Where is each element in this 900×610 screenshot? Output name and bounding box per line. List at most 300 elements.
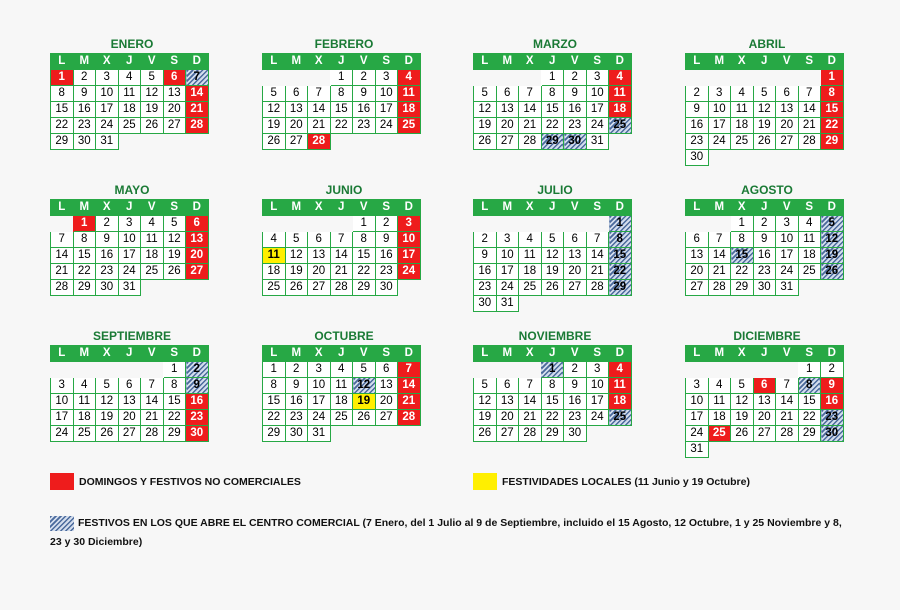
day-cell: 16 <box>96 248 119 264</box>
day-cell: 7 <box>186 70 209 86</box>
day-cell: 20 <box>753 410 776 426</box>
empty-cell <box>541 296 564 312</box>
empty-cell <box>519 70 542 86</box>
day-cell: 10 <box>375 86 398 102</box>
empty-cell <box>798 280 821 296</box>
weekday-header: D <box>186 346 209 362</box>
legend-hatched-label: FESTIVOS EN LOS QUE ABRE EL CENTRO COMERCIAL (7 Enero, del 1 Julio al 9 de Septiembre, incluido el 15 Agosto, 12 Octubre, 1 y 25 Noviembre y 8, 23 y 30 Diciembre) <box>50 517 842 548</box>
day-cell: 14 <box>519 394 542 410</box>
day-cell: 27 <box>753 426 776 442</box>
weekday-header: L <box>51 200 74 216</box>
day-cell: 20 <box>186 248 209 264</box>
weekday-header: X <box>96 346 119 362</box>
empty-cell <box>118 362 141 378</box>
weekday-header: L <box>51 54 74 70</box>
empty-cell <box>496 362 519 378</box>
day-cell: 25 <box>263 280 286 296</box>
day-cell: 7 <box>308 86 331 102</box>
empty-cell <box>375 426 398 442</box>
day-cell: 18 <box>609 102 632 118</box>
day-cell: 14 <box>776 394 799 410</box>
day-cell: 2 <box>186 362 209 378</box>
day-cell: 22 <box>353 264 376 280</box>
day-cell: 15 <box>51 102 74 118</box>
weekday-header: D <box>821 200 844 216</box>
empty-cell <box>163 280 186 296</box>
weekday-header: D <box>186 54 209 70</box>
day-cell: 26 <box>753 134 776 150</box>
weekday-header: M <box>708 54 731 70</box>
day-cell: 8 <box>263 378 286 394</box>
day-cell: 6 <box>308 232 331 248</box>
day-cell: 2 <box>285 362 308 378</box>
day-cell: 21 <box>776 410 799 426</box>
day-cell: 25 <box>609 118 632 134</box>
day-cell: 29 <box>353 280 376 296</box>
weekday-header: J <box>541 54 564 70</box>
day-cell: 19 <box>731 410 754 426</box>
month-title: JULIO <box>537 183 573 197</box>
day-cell: 16 <box>753 248 776 264</box>
day-cell: 22 <box>163 410 186 426</box>
weekday-header: V <box>776 200 799 216</box>
day-cell: 9 <box>186 378 209 394</box>
day-cell: 21 <box>308 118 331 134</box>
day-cell: 31 <box>776 280 799 296</box>
weekday-header: M <box>496 346 519 362</box>
hatched-swatch <box>50 516 74 531</box>
day-cell: 17 <box>496 264 519 280</box>
weekday-header: X <box>308 54 331 70</box>
day-cell: 17 <box>96 102 119 118</box>
empty-cell <box>353 426 376 442</box>
empty-cell <box>263 70 286 86</box>
month-title: SEPTIEMBRE <box>92 329 171 343</box>
day-cell: 8 <box>821 86 844 102</box>
day-cell: 8 <box>353 232 376 248</box>
day-cell: 13 <box>375 378 398 394</box>
day-cell: 17 <box>586 102 609 118</box>
weekday-header: S <box>163 346 186 362</box>
empty-cell <box>163 134 186 150</box>
day-cell: 1 <box>541 362 564 378</box>
day-cell: 26 <box>731 426 754 442</box>
day-cell: 10 <box>398 232 421 248</box>
day-cell: 27 <box>285 134 308 150</box>
empty-cell <box>821 150 844 166</box>
day-cell: 5 <box>731 378 754 394</box>
empty-cell <box>474 362 497 378</box>
day-cell: 7 <box>141 378 164 394</box>
day-cell: 28 <box>776 426 799 442</box>
day-cell: 17 <box>308 394 331 410</box>
empty-cell <box>776 362 799 378</box>
day-cell: 3 <box>118 216 141 232</box>
day-cell: 11 <box>708 394 731 410</box>
day-cell: 29 <box>609 280 632 296</box>
day-cell: 14 <box>308 102 331 118</box>
day-cell: 22 <box>821 118 844 134</box>
day-cell: 12 <box>474 394 497 410</box>
weekday-header: S <box>798 54 821 70</box>
day-cell: 23 <box>686 134 709 150</box>
weekday-header: V <box>776 54 799 70</box>
day-cell: 26 <box>821 264 844 280</box>
day-cell: 1 <box>51 70 74 86</box>
day-cell: 21 <box>586 264 609 280</box>
weekday-header: S <box>375 200 398 216</box>
day-cell: 26 <box>474 134 497 150</box>
weekday-header: X <box>731 200 754 216</box>
day-cell: 10 <box>496 248 519 264</box>
day-cell: 21 <box>519 410 542 426</box>
weekday-header: M <box>285 54 308 70</box>
day-cell: 12 <box>731 394 754 410</box>
day-cell: 2 <box>474 232 497 248</box>
day-cell: 1 <box>798 362 821 378</box>
weekday-header: J <box>118 346 141 362</box>
day-cell: 16 <box>686 118 709 134</box>
day-cell: 23 <box>353 118 376 134</box>
empty-cell <box>541 216 564 232</box>
day-cell: 8 <box>51 86 74 102</box>
weekday-header: D <box>821 346 844 362</box>
day-cell: 9 <box>285 378 308 394</box>
day-cell: 1 <box>541 70 564 86</box>
day-cell: 6 <box>375 362 398 378</box>
empty-cell <box>285 70 308 86</box>
month-grid <box>262 345 421 442</box>
weekday-header: S <box>375 54 398 70</box>
day-cell: 29 <box>51 134 74 150</box>
day-cell: 28 <box>586 280 609 296</box>
day-cell: 29 <box>73 280 96 296</box>
day-cell: 21 <box>186 102 209 118</box>
day-cell: 4 <box>73 378 96 394</box>
day-cell: 29 <box>798 426 821 442</box>
empty-cell <box>519 296 542 312</box>
empty-cell <box>496 216 519 232</box>
empty-cell <box>141 362 164 378</box>
month-septiembre <box>50 330 214 442</box>
day-cell: 3 <box>496 232 519 248</box>
month-agosto <box>685 184 849 296</box>
empty-cell <box>330 216 353 232</box>
day-cell: 25 <box>708 426 731 442</box>
day-cell: 11 <box>118 86 141 102</box>
day-cell: 15 <box>263 394 286 410</box>
month-febrero <box>262 38 426 150</box>
day-cell: 23 <box>96 264 119 280</box>
day-cell: 18 <box>398 102 421 118</box>
day-cell: 30 <box>375 280 398 296</box>
day-cell: 18 <box>708 410 731 426</box>
empty-cell <box>51 216 74 232</box>
day-cell: 25 <box>118 118 141 134</box>
day-cell: 16 <box>353 102 376 118</box>
day-cell: 9 <box>375 232 398 248</box>
day-cell: 8 <box>541 86 564 102</box>
day-cell: 16 <box>375 248 398 264</box>
day-cell: 11 <box>330 378 353 394</box>
month-abril <box>685 38 849 166</box>
empty-cell <box>564 216 587 232</box>
empty-cell <box>708 216 731 232</box>
day-cell: 29 <box>821 134 844 150</box>
weekday-header: V <box>564 346 587 362</box>
empty-cell <box>519 362 542 378</box>
weekday-header: D <box>821 54 844 70</box>
day-cell: 27 <box>776 134 799 150</box>
day-cell: 31 <box>118 280 141 296</box>
day-cell: 18 <box>519 264 542 280</box>
empty-cell <box>186 280 209 296</box>
day-cell: 28 <box>798 134 821 150</box>
day-cell: 12 <box>163 232 186 248</box>
month-grid <box>685 53 844 166</box>
weekday-header: M <box>496 54 519 70</box>
day-cell: 4 <box>731 86 754 102</box>
empty-cell <box>609 296 632 312</box>
day-cell: 23 <box>821 410 844 426</box>
weekday-header: S <box>586 54 609 70</box>
day-cell: 20 <box>118 410 141 426</box>
day-cell: 5 <box>541 232 564 248</box>
month-diciembre <box>685 330 849 458</box>
month-grid <box>473 53 632 150</box>
day-cell: 28 <box>186 118 209 134</box>
day-cell: 3 <box>96 70 119 86</box>
day-cell: 21 <box>141 410 164 426</box>
empty-cell <box>776 442 799 458</box>
day-cell: 18 <box>798 248 821 264</box>
day-cell: 28 <box>519 426 542 442</box>
empty-cell <box>586 216 609 232</box>
day-cell: 29 <box>163 426 186 442</box>
day-cell: 16 <box>186 394 209 410</box>
day-cell: 12 <box>753 102 776 118</box>
weekday-header: L <box>263 54 286 70</box>
weekday-header: S <box>798 346 821 362</box>
empty-cell <box>186 134 209 150</box>
day-cell: 20 <box>285 118 308 134</box>
day-cell: 26 <box>163 264 186 280</box>
day-cell: 13 <box>308 248 331 264</box>
day-cell: 15 <box>731 248 754 264</box>
day-cell: 3 <box>686 378 709 394</box>
day-cell: 13 <box>496 394 519 410</box>
day-cell: 7 <box>330 232 353 248</box>
weekday-header: X <box>519 200 542 216</box>
day-cell: 23 <box>375 264 398 280</box>
legend-red <box>50 473 301 490</box>
weekday-header: J <box>541 200 564 216</box>
day-cell: 22 <box>73 264 96 280</box>
day-cell: 14 <box>519 102 542 118</box>
day-cell: 1 <box>609 216 632 232</box>
day-cell: 11 <box>73 394 96 410</box>
weekday-header: X <box>308 200 331 216</box>
day-cell: 11 <box>519 248 542 264</box>
day-cell: 2 <box>96 216 119 232</box>
day-cell: 14 <box>51 248 74 264</box>
day-cell: 22 <box>541 118 564 134</box>
day-cell: 14 <box>586 248 609 264</box>
day-cell: 6 <box>163 70 186 86</box>
day-cell: 20 <box>496 410 519 426</box>
month-title: MARZO <box>533 37 577 51</box>
day-cell: 16 <box>73 102 96 118</box>
day-cell: 6 <box>118 378 141 394</box>
weekday-header: L <box>474 200 497 216</box>
month-title: ABRIL <box>748 37 786 51</box>
day-cell: 2 <box>564 70 587 86</box>
day-cell: 9 <box>96 232 119 248</box>
day-cell: 6 <box>753 378 776 394</box>
empty-cell <box>609 134 632 150</box>
day-cell: 17 <box>375 102 398 118</box>
month-junio <box>262 184 426 296</box>
weekday-header: J <box>753 54 776 70</box>
day-cell: 8 <box>731 232 754 248</box>
day-cell: 25 <box>609 410 632 426</box>
day-cell: 7 <box>586 232 609 248</box>
day-cell: 10 <box>686 394 709 410</box>
day-cell: 29 <box>263 426 286 442</box>
day-cell: 10 <box>96 86 119 102</box>
day-cell: 21 <box>798 118 821 134</box>
day-cell: 19 <box>96 410 119 426</box>
day-cell: 2 <box>353 70 376 86</box>
empty-cell <box>564 296 587 312</box>
day-cell: 23 <box>73 118 96 134</box>
day-cell: 18 <box>263 264 286 280</box>
day-cell: 13 <box>776 102 799 118</box>
day-cell: 8 <box>163 378 186 394</box>
month-enero <box>50 38 214 150</box>
day-cell: 25 <box>798 264 821 280</box>
weekday-header: D <box>186 200 209 216</box>
day-cell: 13 <box>163 86 186 102</box>
day-cell: 5 <box>285 232 308 248</box>
month-octubre <box>262 330 426 442</box>
weekday-header: J <box>118 200 141 216</box>
day-cell: 18 <box>330 394 353 410</box>
weekday-header: L <box>686 200 709 216</box>
day-cell: 2 <box>686 86 709 102</box>
day-cell: 27 <box>564 280 587 296</box>
day-cell: 13 <box>686 248 709 264</box>
day-cell: 22 <box>541 410 564 426</box>
day-cell: 4 <box>609 362 632 378</box>
day-cell: 24 <box>398 264 421 280</box>
day-cell: 6 <box>686 232 709 248</box>
day-cell: 24 <box>51 426 74 442</box>
legend-red-label: DOMINGOS Y FESTIVOS NO COMERCIALES <box>79 475 301 488</box>
day-cell: 24 <box>496 280 519 296</box>
day-cell: 19 <box>263 118 286 134</box>
day-cell: 12 <box>821 232 844 248</box>
day-cell: 27 <box>118 426 141 442</box>
day-cell: 20 <box>308 264 331 280</box>
month-grid <box>473 345 632 442</box>
empty-cell <box>73 362 96 378</box>
month-title: ENERO <box>110 37 154 51</box>
day-cell: 13 <box>285 102 308 118</box>
day-cell: 1 <box>821 70 844 86</box>
day-cell: 17 <box>708 118 731 134</box>
day-cell: 2 <box>73 70 96 86</box>
day-cell: 29 <box>541 134 564 150</box>
day-cell: 26 <box>96 426 119 442</box>
day-cell: 30 <box>474 296 497 312</box>
day-cell: 20 <box>496 118 519 134</box>
day-cell: 21 <box>398 394 421 410</box>
empty-cell <box>586 426 609 442</box>
empty-cell <box>798 150 821 166</box>
day-cell: 10 <box>586 378 609 394</box>
day-cell: 26 <box>263 134 286 150</box>
empty-cell <box>330 426 353 442</box>
empty-cell <box>353 134 376 150</box>
day-cell: 27 <box>496 134 519 150</box>
day-cell: 25 <box>141 264 164 280</box>
day-cell: 24 <box>586 410 609 426</box>
empty-cell <box>686 216 709 232</box>
empty-cell <box>708 442 731 458</box>
weekday-header: J <box>118 54 141 70</box>
day-cell: 25 <box>73 426 96 442</box>
empty-cell <box>118 134 141 150</box>
day-cell: 2 <box>564 362 587 378</box>
empty-cell <box>731 442 754 458</box>
day-cell: 19 <box>474 118 497 134</box>
day-cell: 27 <box>496 426 519 442</box>
empty-cell <box>753 442 776 458</box>
weekday-header: V <box>353 54 376 70</box>
empty-cell <box>821 442 844 458</box>
empty-cell <box>398 134 421 150</box>
empty-cell <box>308 216 331 232</box>
day-cell: 11 <box>398 86 421 102</box>
day-cell: 10 <box>708 102 731 118</box>
weekday-header: J <box>753 346 776 362</box>
day-cell: 24 <box>776 264 799 280</box>
weekday-header: V <box>564 200 587 216</box>
day-cell: 13 <box>564 248 587 264</box>
weekday-header: D <box>609 200 632 216</box>
day-cell: 25 <box>519 280 542 296</box>
month-title: OCTUBRE <box>314 329 374 343</box>
day-cell: 9 <box>564 378 587 394</box>
weekday-header: X <box>519 346 542 362</box>
day-cell: 15 <box>821 102 844 118</box>
empty-cell <box>51 362 74 378</box>
empty-cell <box>686 362 709 378</box>
day-cell: 31 <box>586 134 609 150</box>
empty-cell <box>586 296 609 312</box>
empty-cell <box>308 70 331 86</box>
day-cell: 4 <box>263 232 286 248</box>
day-cell: 27 <box>375 410 398 426</box>
day-cell: 17 <box>398 248 421 264</box>
day-cell: 15 <box>609 248 632 264</box>
month-title: FEBRERO <box>314 37 374 51</box>
day-cell: 19 <box>821 248 844 264</box>
day-cell: 14 <box>330 248 353 264</box>
day-cell: 12 <box>141 86 164 102</box>
day-cell: 1 <box>731 216 754 232</box>
